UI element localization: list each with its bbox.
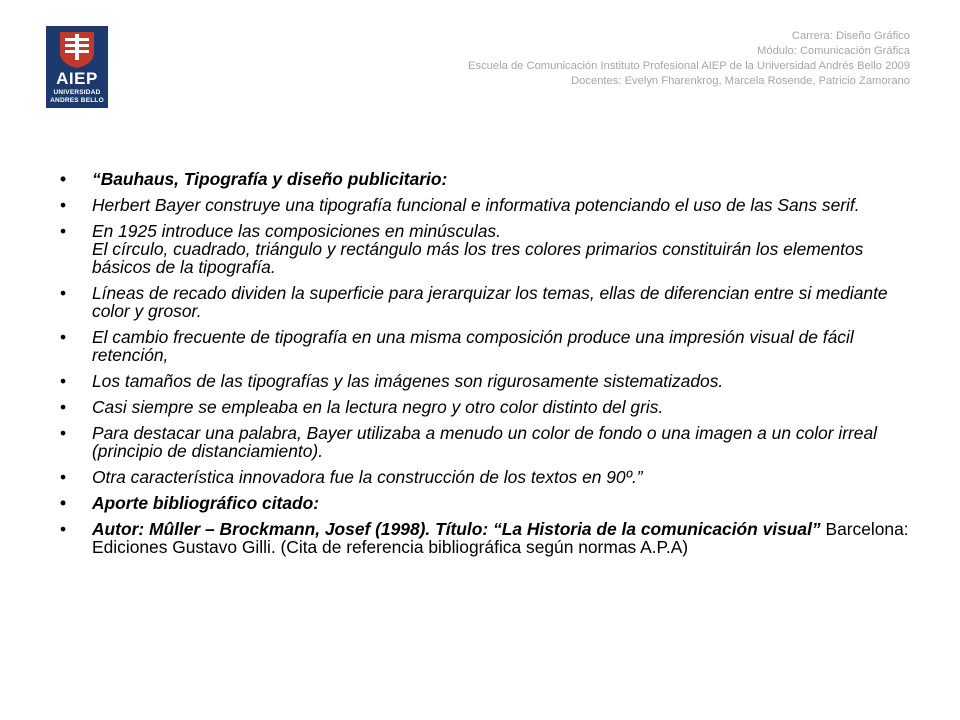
course-school: Escuela de Comunicación Instituto Profesional AIEP de la Universidad Andrés Bello 2009 (468, 60, 910, 72)
bullet-item: • El cambio frecuente de tipografía en una misma composición produce una impresión visual de fácil retención, (60, 328, 920, 364)
bullet-title: • “Bauhaus, Tipografía y diseño publicitario: (60, 170, 920, 188)
citation-publisher: Barcelona: Ediciones Gustavo Gilli. (Cita de referencia bibliográfica según normas A.P.A) (92, 519, 909, 557)
bullet-line: En 1925 introduce las composiciones en minúsculas. (92, 221, 501, 241)
bullet-item: • Casi siempre se empleaba en la lectura negro y otro color distinto del gris. (60, 398, 920, 416)
bullet-item: • Herbert Bayer construye una tipografía funcional e informativa potenciando el uso de las Sans serif. (60, 196, 920, 214)
bullet-item: • Para destacar una palabra, Bayer utilizaba a menudo un color de fondo o una imagen a un color irreal (principio de distanciamiento). (60, 424, 920, 460)
bullet-citation (60, 520, 920, 556)
bullet-bibliography-heading: • Aporte bibliográfico citado: (60, 494, 920, 512)
bullet-item: • Los tamaños de las tipografías y las imágenes son rigurosamente sistematizados. (60, 372, 920, 390)
bullet-item (60, 222, 920, 276)
aiep-logo (46, 26, 108, 108)
logo-subtitle-2: ANDRES BELLO (50, 97, 104, 104)
course-info (468, 29, 910, 89)
bullet-line: El círculo, cuadrado, triángulo y rectángulo más los tres colores primarios constituirán los elementos básicos de la tipografía. (92, 239, 864, 277)
logo-subtitle-1: UNIVERSIDAD (53, 89, 101, 96)
bullet-item: • Otra característica innovadora fue la construcción de los textos en 90º.” (60, 468, 920, 486)
course-career: Carrera: Diseño Gráfico (791, 30, 910, 42)
bullet-item: • Líneas de recado dividen la superficie para jerarquizar los temas, ellas de diferencian entre si mediante color y grosor. (60, 284, 920, 320)
bullet-list (60, 170, 920, 564)
course-teachers: Docentes: Evelyn Fharenkrog, Marcela Rosende, Patricio Zamorano (571, 75, 910, 87)
course-module: Módulo: Comunicación Gráfica (757, 45, 910, 57)
citation-author-title: Autor: Mûller – Brockmann, Josef (1998). Título: “La Historia de la comunicación visual” (92, 519, 821, 539)
logo-wordmark: AIEP (56, 69, 98, 88)
